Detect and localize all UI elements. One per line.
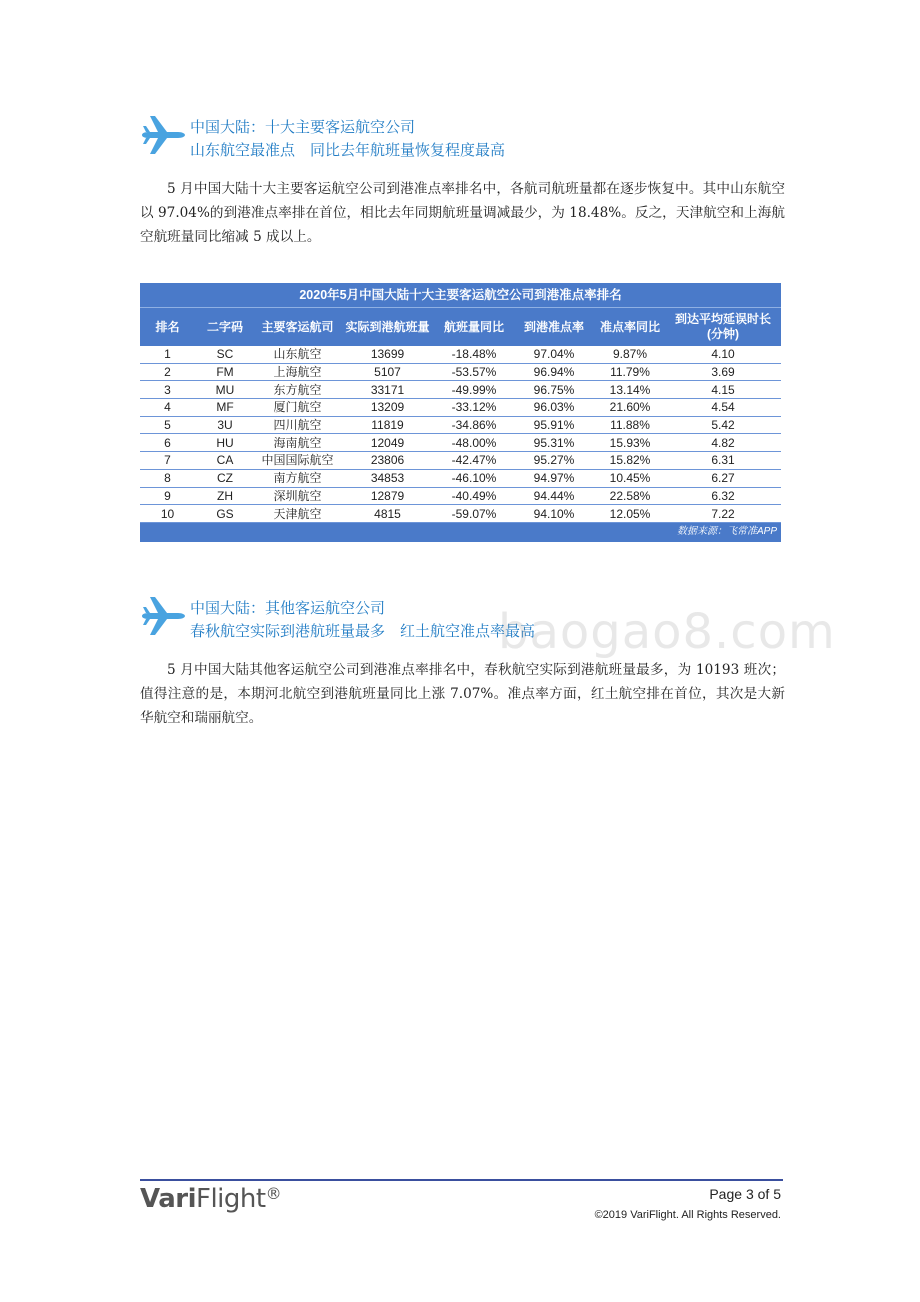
table-cell: 6.27 xyxy=(665,469,781,487)
table-row xyxy=(140,346,781,363)
data-source: 数据来源：飞常准APP xyxy=(676,525,777,537)
table-cell: 4.54 xyxy=(665,399,781,417)
table-cell: 94.10% xyxy=(513,505,595,523)
table-cell: 四川航空 xyxy=(255,416,340,434)
footer-divider xyxy=(140,1179,783,1181)
table-cell: MU xyxy=(195,381,255,399)
table-cell: 12879 xyxy=(340,487,435,505)
table-cell: 东方航空 xyxy=(255,381,340,399)
table-cell: 5 xyxy=(140,416,195,434)
table-cell: 4.10 xyxy=(665,346,781,363)
section-heading-top-airlines xyxy=(140,112,780,168)
table-cell: 97.04% xyxy=(513,346,595,363)
table-cell: 2 xyxy=(140,363,195,381)
table-cell: 95.91% xyxy=(513,416,595,434)
col-header: 到港准点率 xyxy=(523,319,584,334)
table-row xyxy=(140,363,781,381)
col-header: 准点率同比 xyxy=(599,319,660,334)
airplane-icon xyxy=(140,112,186,158)
table-cell: 94.97% xyxy=(513,469,595,487)
table-row xyxy=(140,505,781,523)
page-total: 5 xyxy=(773,1186,781,1202)
table-cell: 3.69 xyxy=(665,363,781,381)
table-cell: -18.48% xyxy=(435,346,513,363)
table-cell: 6.32 xyxy=(665,487,781,505)
logo-registered-mark: ® xyxy=(265,1184,282,1203)
table-cell: 4815 xyxy=(340,505,435,523)
table-cell: 95.27% xyxy=(513,452,595,470)
table-cell: 7 xyxy=(140,452,195,470)
table-cell: 21.60% xyxy=(595,399,665,417)
table-cell: -42.47% xyxy=(435,452,513,470)
section-paragraph: 5 月中国大陆十大主要客运航空公司到港准点率排名中，各航司航班量都在逐步恢复中。其中山东航空以 97.04%的到港准点率排在首位，相比去年同期航班量调减最少，为 18.48%。反之，天津航空和上海航空航班量同比缩减 5 成以上。 xyxy=(140,181,785,245)
table-cell: FM xyxy=(195,363,255,381)
table-cell: 9 xyxy=(140,487,195,505)
table-cell: -49.99% xyxy=(435,381,513,399)
table-cell: 11.88% xyxy=(595,416,665,434)
table-cell: -46.10% xyxy=(435,469,513,487)
section-title: 中国大陆：其他客运航空公司 xyxy=(190,599,386,617)
table-cell: 5.42 xyxy=(665,416,781,434)
table-cell: ZH xyxy=(195,487,255,505)
table-cell: CA xyxy=(195,452,255,470)
table-cell: 10 xyxy=(140,505,195,523)
table-cell: 5107 xyxy=(340,363,435,381)
table-cell: 15.93% xyxy=(595,434,665,452)
table-row xyxy=(140,469,781,487)
table-cell: 4.15 xyxy=(665,381,781,399)
table-cell: GS xyxy=(195,505,255,523)
table-title: 2020年5月中国大陆十大主要客运航空公司到港准点率排名 xyxy=(140,283,781,308)
table-cell: 3U xyxy=(195,416,255,434)
table-row xyxy=(140,399,781,417)
table-row xyxy=(140,381,781,399)
table-cell: 15.82% xyxy=(595,452,665,470)
table-cell: 4.82 xyxy=(665,434,781,452)
table-cell: 13209 xyxy=(340,399,435,417)
table-cell: 天津航空 xyxy=(255,505,340,523)
table-cell: 12049 xyxy=(340,434,435,452)
table-cell: HU xyxy=(195,434,255,452)
col-header: 航班量同比 xyxy=(443,319,504,334)
table-cell: 23806 xyxy=(340,452,435,470)
ranking-grid xyxy=(140,308,781,523)
airplane-icon xyxy=(140,593,186,639)
page-label: Page xyxy=(709,1186,743,1202)
table-cell: 33171 xyxy=(340,381,435,399)
table-cell: 10.45% xyxy=(595,469,665,487)
ranking-table xyxy=(140,283,781,542)
table-cell: -48.00% xyxy=(435,434,513,452)
table-cell: 12.05% xyxy=(595,505,665,523)
table-cell: CZ xyxy=(195,469,255,487)
table-cell: 1 xyxy=(140,346,195,363)
col-header: 排名 xyxy=(155,319,180,334)
table-cell: -33.12% xyxy=(435,399,513,417)
table-cell: 6.31 xyxy=(665,452,781,470)
table-cell: 南方航空 xyxy=(255,469,340,487)
table-row xyxy=(140,434,781,452)
section-subtitle: 山东航空最准点 同比去年航班量恢复程度最高 xyxy=(190,141,506,159)
table-cell: 厦门航空 xyxy=(255,399,340,417)
table-cell: 3 xyxy=(140,381,195,399)
table-cell: -34.86% xyxy=(435,416,513,434)
table-cell: 13.14% xyxy=(595,381,665,399)
section-subtitle: 春秋航空实际到港航班量最多 红土航空准点率最高 xyxy=(190,622,536,640)
table-cell: 山东航空 xyxy=(255,346,340,363)
table-cell: 上海航空 xyxy=(255,363,340,381)
table-cell: 4 xyxy=(140,399,195,417)
copyright: ©2019 VariFlight. All Rights Reserved. xyxy=(594,1209,781,1221)
col-header-delay xyxy=(665,308,781,346)
table-cell: 7.22 xyxy=(665,505,781,523)
table-cell: -40.49% xyxy=(435,487,513,505)
table-header-row xyxy=(140,308,781,346)
table-cell: MF xyxy=(195,399,255,417)
table-cell: 9.87% xyxy=(595,346,665,363)
table-cell: 96.94% xyxy=(513,363,595,381)
table-row xyxy=(140,416,781,434)
table-cell: 96.03% xyxy=(513,399,595,417)
section-paragraph: 5 月中国大陆其他客运航空公司到港准点率排名中，春秋航空实际到港航班量最多，为 10193 班次；值得注意的是，本期河北航空到港航班量同比上涨 7.07%。准点率方面，红土航空排在首位，其次是大新华航空和瑞丽航空。 xyxy=(140,662,785,726)
table-cell: 34853 xyxy=(340,469,435,487)
col-header: 主要客运航司 xyxy=(261,319,334,334)
page-of: of xyxy=(757,1186,770,1202)
page-current: 3 xyxy=(745,1186,754,1202)
section-title: 中国大陆：十大主要客运航空公司 xyxy=(190,118,416,136)
watermark: baogao8.com xyxy=(498,604,836,660)
col-header: 二字码 xyxy=(206,319,243,334)
col-header-line: 到达平均延误时长 xyxy=(674,312,771,326)
variflight-logo xyxy=(140,1184,281,1214)
table-cell: 8 xyxy=(140,469,195,487)
table-cell: 94.44% xyxy=(513,487,595,505)
col-header-line: (分钟) xyxy=(707,327,739,341)
table-cell: SC xyxy=(195,346,255,363)
logo-text: Flight xyxy=(195,1184,266,1214)
table-row xyxy=(140,452,781,470)
table-cell: -59.07% xyxy=(435,505,513,523)
page-number xyxy=(709,1186,781,1202)
table-cell: 中国国际航空 xyxy=(255,452,340,470)
table-cell: 13699 xyxy=(340,346,435,363)
logo-text-bold: Vari xyxy=(140,1184,196,1214)
table-cell: 22.58% xyxy=(595,487,665,505)
table-row xyxy=(140,487,781,505)
table-cell: 11819 xyxy=(340,416,435,434)
table-cell: 深圳航空 xyxy=(255,487,340,505)
table-cell: 95.31% xyxy=(513,434,595,452)
table-cell: 海南航空 xyxy=(255,434,340,452)
col-header: 实际到港航班量 xyxy=(345,319,430,334)
table-cell: 11.79% xyxy=(595,363,665,381)
table-cell: 6 xyxy=(140,434,195,452)
table-cell: -53.57% xyxy=(435,363,513,381)
table-cell: 96.75% xyxy=(513,381,595,399)
